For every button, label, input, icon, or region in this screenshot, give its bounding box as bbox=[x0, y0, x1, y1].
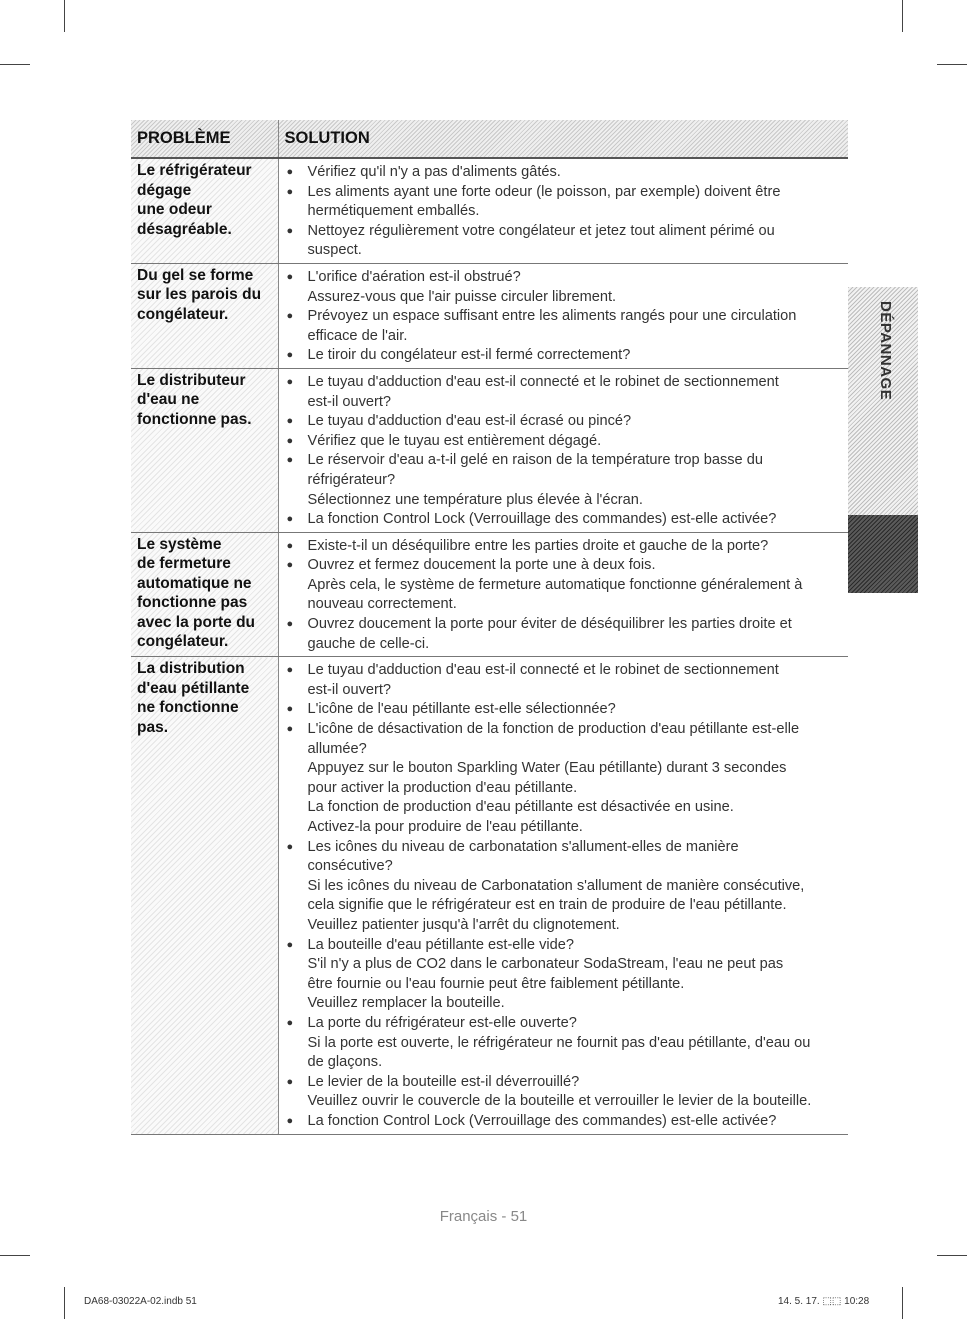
solution-text: Veuillez remplacer la bouteille. bbox=[307, 995, 505, 1012]
table-body bbox=[131, 158, 848, 1134]
solution-item bbox=[279, 183, 845, 222]
bullet-icon: ● bbox=[286, 310, 294, 323]
problem-text: ne fonctionne bbox=[137, 699, 239, 717]
solution-item bbox=[279, 720, 845, 838]
solution-text: Le réservoir d'eau a-t-il gelé en raison de la température trop basse du bbox=[307, 452, 763, 469]
bullet-icon: ● bbox=[286, 513, 294, 526]
solution-text: efficace de l'air. bbox=[307, 327, 408, 344]
crop-mark bbox=[64, 0, 65, 32]
bullet-icon: ● bbox=[286, 559, 294, 572]
solution-item bbox=[279, 346, 845, 366]
solution-text: La porte du réfrigérateur est-elle ouverte? bbox=[307, 1014, 577, 1031]
problem-cell bbox=[131, 532, 278, 657]
crop-mark bbox=[937, 64, 967, 65]
problem-text: d'eau pétillante bbox=[137, 679, 250, 697]
solution-item bbox=[279, 510, 845, 530]
problem-text: La distribution bbox=[137, 660, 245, 678]
problem-text: congélateur. bbox=[137, 305, 229, 323]
solution-text: Activez-la pour produire de l'eau pétillante. bbox=[307, 819, 583, 835]
solution-text: Ouvrez doucement la porte pour éviter de déséquilibrer les parties droite et bbox=[307, 616, 792, 633]
solution-text: Vérifiez que le tuyau est entièrement dégagé. bbox=[307, 432, 602, 449]
footer-timestamp: 14. 5. 17. ⬚⬚ 10:28 bbox=[778, 1296, 870, 1307]
bullet-icon: ● bbox=[286, 375, 294, 388]
solution-item bbox=[279, 838, 845, 936]
solution-item bbox=[279, 556, 845, 615]
solution-item bbox=[279, 537, 845, 557]
bullet-icon: ● bbox=[286, 1016, 294, 1029]
crop-mark bbox=[902, 0, 903, 32]
solution-text: La fonction Control Lock (Verrouillage des commandes) est-elle activée? bbox=[307, 1112, 777, 1129]
crop-mark bbox=[0, 64, 30, 65]
solution-item bbox=[279, 307, 845, 346]
bullet-icon: ● bbox=[286, 618, 294, 631]
solution-list bbox=[279, 373, 845, 530]
solution-item bbox=[279, 163, 845, 183]
solution-item bbox=[279, 373, 845, 412]
solution-text: nouveau correctement. bbox=[307, 596, 457, 613]
problem-text: Du gel se forme bbox=[137, 266, 254, 284]
solution-list bbox=[279, 163, 845, 261]
table-row bbox=[131, 158, 848, 263]
crop-mark bbox=[937, 1255, 967, 1256]
solution-header: SOLUTION bbox=[278, 120, 848, 158]
solution-text: Appuyez sur le bouton Sparkling Water (Eau pétillante) durant 3 secondes bbox=[307, 760, 787, 777]
bullet-icon: ● bbox=[286, 270, 294, 283]
problem-text: dégage bbox=[137, 181, 192, 199]
problem-text: fonctionne pas. bbox=[137, 410, 252, 428]
solution-text: réfrigérateur? bbox=[307, 471, 396, 488]
problem-cell bbox=[131, 368, 278, 532]
solution-item bbox=[279, 700, 845, 720]
problem-text: désagréable. bbox=[137, 220, 232, 238]
solution-list bbox=[279, 268, 845, 366]
bullet-icon: ● bbox=[286, 664, 294, 677]
solution-text: est-il ouvert? bbox=[307, 393, 392, 410]
table-row bbox=[131, 368, 848, 532]
solution-text: Les icônes du niveau de carbonatation s'allument-elles de manière bbox=[307, 838, 739, 855]
solution-list bbox=[279, 537, 845, 655]
solution-text: Existe-t-il un déséquilibre entre les parties droite et gauche de la porte? bbox=[307, 537, 769, 554]
problem-text: de fermeture bbox=[137, 555, 231, 573]
solution-cell bbox=[278, 532, 848, 657]
bullet-icon: ● bbox=[286, 1075, 294, 1088]
bullet-icon: ● bbox=[286, 703, 294, 716]
table-row bbox=[131, 532, 848, 657]
solution-text: est-il ouvert? bbox=[307, 681, 392, 698]
bullet-icon: ● bbox=[286, 224, 294, 237]
solution-text: Le tiroir du congélateur est-il fermé correctement? bbox=[307, 347, 631, 364]
crop-mark bbox=[902, 1287, 903, 1319]
solution-text: Vérifiez qu'il n'y a pas d'aliments gâtés. bbox=[307, 164, 561, 180]
bullet-icon: ● bbox=[286, 415, 294, 428]
solution-text: pour activer la production d'eau pétillante. bbox=[307, 779, 578, 796]
solution-item bbox=[279, 268, 845, 307]
solution-text: Prévoyez un espace suffisant entre les aliments rangés pour une circulation bbox=[307, 308, 797, 325]
problem-cell bbox=[131, 263, 278, 368]
solution-item bbox=[279, 661, 845, 700]
solution-text: La fonction Control Lock (Verrouillage des commandes) est-elle activée? bbox=[307, 511, 777, 528]
table-header-row bbox=[131, 120, 848, 158]
bullet-icon: ● bbox=[286, 434, 294, 447]
bullet-icon: ● bbox=[286, 166, 294, 178]
solution-text: consécutive? bbox=[307, 858, 393, 875]
solution-cell bbox=[278, 158, 848, 263]
problem-text: d'eau ne bbox=[137, 391, 200, 409]
problem-text: sur les parois du bbox=[137, 286, 262, 304]
solution-text: Après cela, le système de fermeture automatique fonctionne généralement à bbox=[307, 576, 803, 593]
bullet-icon: ● bbox=[286, 938, 294, 951]
solution-text: Les aliments ayant une forte odeur (le poisson, par exemple) doivent être bbox=[307, 183, 781, 200]
problem-text: Le réfrigérateur bbox=[137, 162, 252, 179]
solution-text: hermétiquement emballés. bbox=[307, 203, 480, 220]
problem-text: Le système bbox=[137, 535, 222, 553]
solution-text: Le tuyau d'adduction d'eau est-il connecté et le robinet de sectionnement bbox=[307, 662, 779, 679]
solution-text: Le levier de la bouteille est-il déverrouillé? bbox=[307, 1073, 580, 1090]
solution-text: Si les icônes du niveau de Carbonatation s'allument de manière consécutive, bbox=[307, 877, 805, 894]
solution-item bbox=[279, 451, 845, 510]
solution-cell bbox=[278, 657, 848, 1134]
solution-text: Nettoyez régulièrement votre congélateur et jetez tout aliment périmé ou bbox=[307, 222, 775, 239]
solution-text: de glaçons. bbox=[307, 1054, 383, 1071]
crop-mark bbox=[64, 1287, 65, 1319]
bullet-icon: ● bbox=[286, 185, 294, 198]
solution-text: suspect. bbox=[307, 242, 362, 259]
bullet-icon: ● bbox=[286, 454, 294, 467]
page-number: Français - 51 bbox=[439, 1208, 528, 1225]
solution-text: La bouteille d'eau pétillante est-elle vide? bbox=[307, 936, 574, 953]
solution-text: être fournie ou l'eau fournie peut être faiblement pétillante. bbox=[307, 975, 685, 992]
solution-text: Le tuyau d'adduction d'eau est-il écrasé ou pincé? bbox=[307, 413, 632, 430]
solution-list bbox=[279, 661, 845, 1131]
problem-text: Le distributeur bbox=[137, 371, 246, 389]
problem-text: automatique ne bbox=[137, 574, 252, 592]
problem-cell bbox=[131, 158, 278, 263]
bullet-icon: ● bbox=[286, 1114, 294, 1127]
bullet-icon: ● bbox=[286, 349, 294, 362]
solution-item bbox=[279, 1073, 845, 1112]
solution-text: Veuillez patienter jusqu'à l'arrêt du clignotement. bbox=[307, 916, 620, 933]
solution-text: La fonction de production d'eau pétillante est désactivée en usine. bbox=[307, 799, 734, 816]
problem-header: PROBLÈME bbox=[131, 120, 278, 158]
solution-item bbox=[279, 432, 845, 452]
problem-text: fonctionne pas bbox=[137, 594, 248, 612]
section-tab-marker bbox=[848, 515, 918, 593]
bullet-icon: ● bbox=[286, 723, 294, 736]
problem-text: avec la porte du bbox=[137, 613, 256, 631]
solution-cell bbox=[278, 263, 848, 368]
problem-text: une odeur bbox=[137, 201, 212, 218]
solution-item bbox=[279, 222, 845, 261]
bullet-icon: ● bbox=[286, 539, 294, 552]
solution-text: Veuillez ouvrir le couvercle de la bouteille et verrouiller le levier de la bouteille. bbox=[307, 1093, 812, 1110]
solution-item bbox=[279, 412, 845, 432]
section-tab-label: DÉPANNAGE bbox=[877, 301, 894, 401]
problem-text: congélateur. bbox=[137, 633, 229, 651]
problem-text: pas. bbox=[137, 718, 169, 736]
solution-item bbox=[279, 936, 845, 1014]
solution-text: Sélectionnez une température plus élevée à l'écran. bbox=[307, 491, 643, 508]
solution-text: gauche de celle-ci. bbox=[307, 635, 430, 652]
solution-text: L'icône de désactivation de la fonction de production d'eau pétillante est-elle bbox=[307, 721, 800, 738]
solution-text: Si la porte est ouverte, le réfrigérateur ne fournit pas d'eau pétillante, d'eau ou bbox=[307, 1034, 811, 1051]
problem-cell bbox=[131, 657, 278, 1134]
solution-text: S'il n'y a plus de CO2 dans le carbonateur SodaStream, l'eau ne peut pas bbox=[307, 956, 784, 973]
solution-text: L'icône de l'eau pétillante est-elle sélectionnée? bbox=[307, 701, 616, 718]
table-row bbox=[131, 657, 848, 1134]
solution-text: allumée? bbox=[307, 740, 367, 757]
troubleshooting-table bbox=[131, 120, 848, 1135]
solution-text: Ouvrez et fermez doucement la porte une à deux fois. bbox=[307, 557, 656, 574]
solution-text: cela signifie que le réfrigérateur est en train de produire de l'eau pétillante. bbox=[307, 897, 787, 914]
crop-mark bbox=[0, 1255, 30, 1256]
bullet-icon: ● bbox=[286, 840, 294, 853]
section-side-tab bbox=[848, 287, 918, 593]
footer-file-name: DA68-03022A-02.indb 51 bbox=[84, 1296, 197, 1307]
solution-item bbox=[279, 1112, 845, 1132]
solution-item bbox=[279, 615, 845, 654]
table-row bbox=[131, 263, 848, 368]
solution-cell bbox=[278, 368, 848, 532]
solution-text: Le tuyau d'adduction d'eau est-il connecté et le robinet de sectionnement bbox=[307, 373, 779, 390]
solution-text: Assurez-vous que l'air puisse circuler librement. bbox=[307, 288, 617, 305]
solution-item bbox=[279, 1014, 845, 1073]
solution-text: L'orifice d'aération est-il obstrué? bbox=[307, 268, 521, 285]
